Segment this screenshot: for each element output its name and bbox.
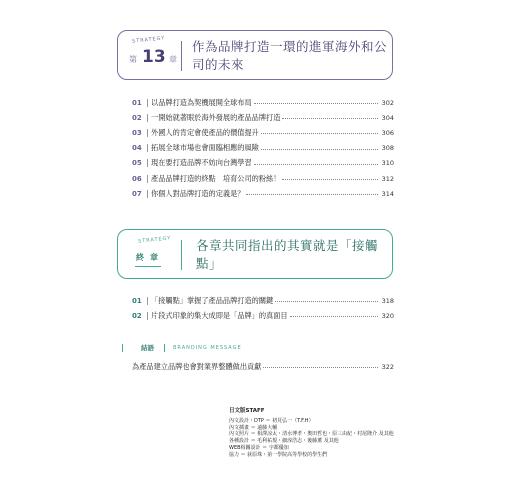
- toc-number: 02: [132, 113, 142, 122]
- final-chapter-label: 終章: [136, 253, 164, 262]
- staff-credits: [229, 408, 394, 459]
- staff-line: 內文插畫 ＝ 遠藤大輔: [229, 424, 278, 431]
- toc-page: 320: [381, 311, 394, 320]
- final-chapter-title: 各章共同指出的其實就是「接觸點」: [196, 238, 379, 271]
- toc-page: 310: [381, 159, 394, 168]
- staff-heading: 日文版STAFF: [229, 408, 265, 414]
- toc-title: 片段式印象的集大成即是「品牌」的真面目: [151, 310, 288, 320]
- divider: [147, 175, 148, 183]
- leader-dots: [263, 367, 378, 368]
- strategy-tag: STRATEGY: [137, 235, 172, 245]
- divider: [164, 344, 165, 352]
- leader-dots: [254, 164, 378, 165]
- chapter-title-box: [117, 30, 393, 80]
- toc-page: 304: [381, 113, 394, 122]
- toc-row[interactable]: [132, 125, 394, 140]
- toc-page: 308: [381, 144, 394, 153]
- leader-dots: [290, 316, 378, 317]
- toc-number: 01: [132, 296, 142, 305]
- toc-number: 05: [132, 159, 142, 168]
- toc-row[interactable]: [132, 308, 394, 323]
- toc-number: 03: [132, 128, 142, 137]
- chapter-label: [118, 31, 184, 79]
- toc-title: 產品品牌打造的終點 培育公司的粉絲！: [151, 173, 281, 183]
- chapter-toc: [132, 95, 394, 201]
- toc-row[interactable]: [132, 293, 394, 308]
- divider: [122, 344, 123, 352]
- toc-number: 07: [132, 189, 142, 198]
- toc-row[interactable]: [132, 110, 394, 125]
- leader-dots: [246, 194, 378, 195]
- closing-label: 結語: [141, 344, 154, 352]
- toc-row[interactable]: [132, 156, 394, 171]
- divider: [147, 99, 148, 107]
- chapter-prefix: 第: [129, 55, 137, 64]
- toc-title: 現在要打造品牌不妨向台灣學習: [151, 158, 252, 168]
- divider: [147, 129, 148, 137]
- divider: [147, 190, 148, 198]
- leader-dots: [275, 301, 378, 302]
- chapter-number: 13: [142, 47, 166, 67]
- staff-line: 內文照片 ＝ 相澤涼太・清水博孝・奧田哲也・原三由紀・村尾隆介 及其他: [229, 431, 394, 438]
- toc-page: 318: [381, 296, 394, 305]
- closing-subheading: BRANDING MESSAGE: [173, 344, 242, 351]
- strategy-tag: STRATEGY: [131, 35, 166, 45]
- divider: [147, 312, 148, 320]
- toc-title: 拓展全球市場也會面臨相應的風險: [151, 143, 259, 153]
- leader-dots: [282, 179, 378, 180]
- toc-row[interactable]: [132, 141, 394, 156]
- leader-dots: [282, 118, 378, 119]
- chapter-suffix: 章: [169, 55, 177, 64]
- underline: [135, 266, 161, 267]
- toc-title: 「接觸點」掌握了產品品牌打造的關鍵: [151, 295, 274, 305]
- toc-number: 06: [132, 174, 142, 183]
- divider: [181, 240, 182, 270]
- toc-page: 312: [381, 174, 394, 183]
- toc-page: 306: [381, 128, 394, 137]
- toc-row[interactable]: [132, 95, 394, 110]
- leader-dots: [254, 103, 378, 104]
- toc-row[interactable]: [132, 186, 394, 201]
- toc-title: 你個人對品牌打造的定義是？: [151, 188, 245, 198]
- staff-line: 協力 ＝ 荻原珠・第一學院高等學校的學生們: [229, 451, 328, 458]
- closing-heading: [122, 343, 242, 352]
- toc-title: 外國人的肯定會使產品的價值提升: [151, 127, 259, 137]
- toc-number: 04: [132, 144, 142, 153]
- toc-title: 一開始就著眼於海外發展的產品品牌打造: [151, 112, 281, 122]
- chapter-title: 作為品牌打造一環的進軍海外和公司的未來: [192, 39, 388, 72]
- toc-page: 322: [381, 362, 394, 371]
- toc-number: 02: [132, 311, 142, 320]
- divider: [147, 297, 148, 305]
- toc-row[interactable]: [132, 171, 394, 186]
- staff-line: 各種設計 ＝ 毛利祐規・細淳浩志・後藤薫 及其他: [229, 438, 339, 445]
- toc-row[interactable]: [132, 359, 394, 374]
- leader-dots: [261, 149, 378, 150]
- divider: [147, 159, 148, 167]
- staff-line: WEB相關設計 ＝ 宇都優加: [229, 444, 289, 451]
- staff-line: 內文設計・DTP ＝ 初見弘一（T.F.H）: [229, 417, 314, 424]
- toc-number: 01: [132, 98, 142, 107]
- final-toc: [132, 293, 394, 323]
- toc-title: 以品牌打造為契機展開全球布局: [151, 97, 252, 107]
- final-chapter-box: [117, 229, 393, 279]
- leader-dots: [261, 133, 378, 134]
- divider: [147, 144, 148, 152]
- closing-toc: [132, 359, 394, 374]
- toc-page: 314: [381, 189, 394, 198]
- toc-title: 為產品建立品牌也會對業界整體做出貢獻: [132, 361, 262, 371]
- divider: [147, 114, 148, 122]
- divider: [181, 41, 182, 71]
- toc-page: 302: [381, 98, 394, 107]
